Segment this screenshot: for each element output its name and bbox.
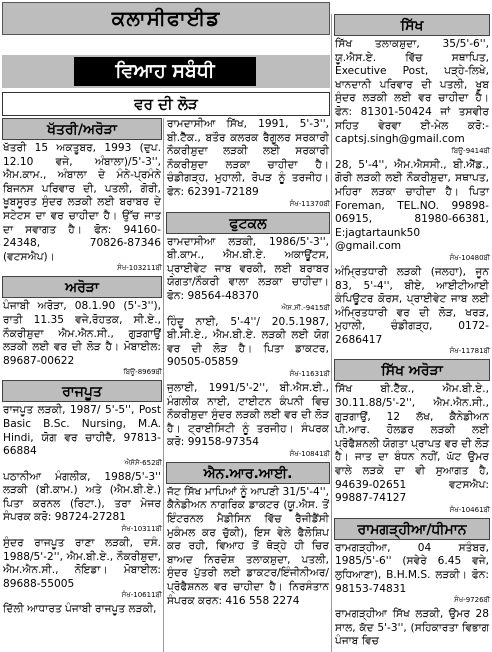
matrimonial-subtitle: ਵਿਆਹ ਸਬੰਧੀ (74, 57, 256, 86)
classified-ad: ਰਾਜਪੂਤ ਲੜਕੀ, 1987/ 5'-5'', Post Basic B.Sc. Nursing, M.A. Hindi, ਯੋਗ ਵਰ ਚਾਹੀਦੈ, 97813-66884 (3, 404, 161, 458)
ad-ref: ਸੰਖ-11370ਬੀ (289, 199, 330, 208)
classified-ad: ਹਿੰਦੂ ਨਾਈ, 5'-4''/ 20.5.1987, ਬੀ.ਸੀ.ਏ., ਐਮ.ਬੀ.ਏ. ਲੜਕੀ ਲਈ ਯੋਗ ਵਰ ਦੀ ਲੋੜ ਹੈ। ਪਿਤਾ ਡਾਕਟਰ, 90505-05859 (167, 315, 329, 369)
section-heading: ਖੱਤਰੀ/ਅਰੋੜਾ (2, 118, 162, 140)
classified-ad: ਅੰਮ੍ਰਿਤਧਾਰੀ ਲੜਕੀ (ਜਲਹਾ), ਜੂਨ 83, 5'-4'', ਬੀਏ, ਆਈਟੀਆਈ ਕੰਪਿਊਟਰ ਕੋਰਸ, ਪ੍ਰਾਈਵੇਟ ਜਾਬ ਲਈ ਅੰਮ੍ਰਿਤਧਾਰੀ ਵਰ ਦੀ ਲੋੜ, ਖਰੜ, ਮੁਹਾਲੀ, ਚੰਡੀਗੜ੍ਹ, 0172-2686417 (335, 265, 489, 346)
ad-ref: ਐਸੋਸੋ-652ਬੀ (124, 458, 162, 467)
classifieds-title: ਕਲਾਸੀਫਾਈਡ (2, 2, 330, 35)
classified-ad: ਦਿੱਲੀ ਆਧਾਰਤ ਪੰਜਾਬੀ ਰਾਜਪੂਤ ਲੜਕੀ, (3, 603, 157, 616)
classified-ad: ਜੱਟ ਸਿੱਖ ਮਾਪਿਆਂ ਨੂੰ ਆਪਣੀ 31/5'-4'', ਕੈਨੇਡੀਅਨ ਨਾਗਰਿਕ ਡਾਕਟਰ (ਯੂ.ਐਸ. ਤੋਂ ਇੰਟਰਨਲ ਮੈਡੀਸਿਨ ਵਿੱਚ ਰੈਜੀਡੈਂਸੀ ਮੁਕੰਮਲ ਕਰ ਚੁੱਕੀ), ਇਸ ਵੇਲੇ ਫੈਲੋਸ਼ਿਪ ਕਰ ਰਹੀ, ਵਿਆਹ ਤੋਂ ਥੋੜ੍ਹੇ ਹੀ ਚਿਰ ਬਾਅਦ ਨਿਰਦੋਸ਼ ਤਲਾਕਸ਼ੁਦਾ, ਪਤਲੀ, ਸੁੰਦਰ ਪੁੱਤਰੀ ਲਈ ਡਾਕਟਰ/ਇੰਜੀਨੀਅਰ/ਪ੍ਰੋਫੈਸ਼ਨਲ ਵਰ ਚਾਹੀਦਾ ਹੈ। ਨਿਰਸੰਤਾਨ ਸੰਪਰਕ ਕਰਨ: 416 558 2274 (167, 485, 329, 607)
section-heading: ਸਿੱਖ (334, 14, 490, 36)
classified-ad: 28, 5'-4'', ਐਮ.ਐਸਸੀ., ਬੀ.ਐੱਡ., ਗੋਰੀ ਲੜਕੀ ਲਈ ਨੌਕਰੀਸ਼ੁਦਾ, ਸਥਾਪਤ, ਮਹਿਰਾ ਲੜਕਾ ਚਾਹੀਦਾ ਹੈ। ਪਿਤਾ Foreman, TEL.NO. 99898-06915, 81980-66381, E:jagtartaunk50 @gmail.com (335, 158, 489, 253)
ad-ref: ਐਸ.ਸੀ.-9415ਬੀ (281, 303, 330, 312)
section-heading: ਐਨ.ਆਰ.ਆਈ. (166, 462, 330, 484)
ad-ref: ਸੰਖ-10841ਬੀ (289, 449, 330, 458)
classified-ad: ਰਾਮਦਾਸੀਆ ਸਿੱਖ, 1991, 5'-3'', ਬੀ.ਟੈੱਕ., ਬਤੌਰ ਕਲਰਕ ਰੈਗੂਲਰ ਸਰਕਾਰੀ ਨੌਕਰੀਸ਼ੁਦਾ ਲੜਕੀ ਲਈ ਸਰਕਾਰੀ ਨੌਕਰੀਸ਼ੁਦਾ ਲੜਕਾ ਚਾਹੀਦਾ ਹੈ। ਚੰਡੀਗੜ੍ਹ, ਮੁਹਾਲੀ, ਰੋਪੜ ਨੂੰ ਤਰਜੀਹ। ਫੋਨ: 62391-72189 (167, 118, 329, 198)
ad-ref: ਸੰਖ-10611ਬੀ (121, 591, 162, 600)
section-heading: ਸਿੱਖ ਅਰੋੜਾ (334, 359, 490, 381)
ad-ref: ਸੰਖ-9726ਬੀ (454, 596, 490, 605)
classified-ad: ਖੱਤਰੀ 15 ਅਕਤੂਬਰ, 1993 (ਦੁਪ. 12.10 ਵਜੇ, ਅੰਬਾਲਾ)/5'-3'', ਐਮ.ਕਾਮ., ਅੰਬਾਲਾ ਦੇ ਮੰਨੇ-ਪ੍ਰਮੰਨੇ ਬਿਜਨਸ ਪਰਿਵਾਰ ਦੀ, ਪਤਲੀ, ਗੋਰੀ, ਖੂਬਸੂਰਤ ਸੁੰਦਰ ਲੜਕੀ ਲਈ ਬਰਾਬਰ ਦੇ ਸਟੇਟਸ ਦਾ ਵਰ ਚਾਹੀਦਾ ਹੈ। ਉੱਚ ਜਾਤ ਦਾ ਸਵਾਗਤ ਹੈ। ਫੋਨ: 94160-24348, 70826-87346 (ਵਟਸਐਪ)। (3, 142, 161, 263)
ad-ref: ਸੰਖ-11781ਬੀ (449, 347, 490, 356)
ad-ref: ਸੰਖ-10480ਬੀ (449, 253, 490, 262)
classified-ad: ਰਾਮਦਾਸੀਆ ਲੜਕੀ, 1986/5'-3'', ਬੀ.ਕਾਮ., ਐਮ.ਬੀ.ਏ. ਅਕਾਊਂਟਸ, ਪ੍ਰਾਈਵੇਟ ਜਾਬ ਵਰਕੀ, ਲਈ ਬਰਾਬਰ ਯੋਗਤਾ/ਨੌਕਰੀ ਵਾਲਾ ਲੜਕਾ ਚਾਹੀਦਾ। ਫੋਨ: 98564-48370 (167, 235, 329, 302)
classified-ad: ਜੁਲਾਈ, 1991/5'-2'', ਬੀ.ਐਸ.ਈ., ਮੰਗਲੀਕ ਨਾਈ, ਟਾਈਟਨ ਕੰਪਨੀ ਵਿਚ ਨੌਕਰੀਸ਼ੁਦਾ ਸੁੰਦਰ ਲੜਕੀ ਲਈ ਵਰ ਦੀ ਲੋੜ ਹੈ। ਟ੍ਰਾਈਸਿਟੀ ਨੂੰ ਤਰਜੀਹ। ਸੰਪਰਕ ਕਰੋ: 99158-97354 (167, 381, 329, 449)
section-heading: ਫੁਟਕਲ (166, 212, 330, 234)
classified-ad: ਸਿੱਖ ਬੀ.ਟੈੱਕ., ਐਮ.ਬੀ.ਏ., 30.11.88/5'-2'', ਐਮ.ਐਨ.ਸੀ., ਗੁੜਗਾਉਂ, 12 ਲੱਖ, ਕੈਨੇਡੀਅਨ ਪੀ.ਆਰ. ਹੋਲਡਰ ਲੜਕੀ ਲਈ ਪ੍ਰੋਫੈਸ਼ਨਲੀ ਯੋਗਤਾ ਪ੍ਰਾਪਤ ਵਰ ਦੀ ਲੋੜ ਹੈ। ਜਾਤ ਦਾ ਬੰਧਨ ਨਹੀਂ, ਘੱਟ ਉਮਰ ਵਾਲੇ ਲੜਕੇ ਦਾ ਵੀ ਸੁਆਗਤ ਹੈ, 94639-02651 ਵਟਸਐਪ: 99887-74127 (335, 383, 489, 505)
ad-ref: ਸੰਖ-103211ਬੀ (117, 264, 162, 273)
classified-ad: ਰਾਮਗੜ੍ਹੀਆ ਸਿੱਖ ਲੜਕੀ, ਉਮਰ 28 ਸਾਲ, ਕੱਦ 5'-3'', (ਸਹਿਕਾਰਤਾ ਵਿਭਾਗ ਪੰਜਾਬ ਵਿਚ (335, 608, 489, 648)
classified-ad: ਪਠਾਨੀਆ ਮੰਗਲੀਕ, 1988/5'-3'' ਲੜਕੀ (ਬੀ.ਕਾਮ.) ਅਤੇ (ਐਮ.ਬੀ.ਏ.) ਪਿਤਾ ਕਰਨਲ (ਰਿਟਾ.), ਤਰਾ ਮੇਜਰ ਸੰਪਰਕ ਕਰੋ: 98724-27281 (3, 470, 161, 524)
classified-ad: ਸਿੱਖ ਤਲਾਕਸ਼ੁਦਾ, 35/5'-6'', ਯੂ.ਐਸ.ਏ. ਵਿੱਚ ਸਥਾਪਿਤ, Executive Post, ਪੜ੍ਹੇ-ਲਿਖੇ, ਖਾਨਦਾਨੀ ਪਰਿਵਾਰ ਦੀ ਪਤਲੀ, ਖੂਬ ਸੁੰਦਰ ਲੜਕੀ ਲਈ ਵਰ ਚਾਹੀਦਾ ਹੈ। ਫੋਨ: 81301-50424 ਜਾਂ ਤਸਵੀਰ ਸਹਿਤ ਵੇਰਵਾ ਈ-ਮੇਲ ਕਰੋ:- captsj.singh@gmail.com (335, 38, 489, 146)
column-divider (331, 14, 332, 652)
column-1 (2, 118, 162, 617)
column-3 (334, 14, 490, 649)
groom-wanted-heading: ਵਰ ਦੀ ਲੋੜ (2, 92, 330, 116)
ad-ref: ਬਿਊ-9414ਬੀ (451, 146, 490, 155)
classified-ad: ਰਾਮਗੜ੍ਹੀਆ, 04 ਸਤੰਬਰ, 1985/5'-6'' (ਸਵੇਰੇ 6.45 ਵਜੇ, ਲੁਧਿਆਣਾ), B.H.M.S. ਲੜਕੀ। ਫੋਨ: 98153-74831 (335, 541, 489, 595)
classified-ad: ਪੰਜਾਬੀ ਅਰੋੜਾ, 08.1.90 (5'-3''), ਰਾਤੀ 11.35 ਵਜੇ,ਰੋਹਤਕ, ਸੀ.ਏ., ਨੌਕਰੀਸ਼ੁਦਾ ਐਮ.ਐਨ.ਸੀ., ਗੁੜਗਾਉਂ ਲੜਕੀ ਲਈ ਵਰ ਦੀ ਲੋੜ ਹੈ। ਮੋਬਾਈਲ: 89687-00622 (3, 300, 161, 367)
ad-ref: ਸੰਖ-10311ਬੀ (121, 525, 162, 534)
column-divider (163, 118, 164, 652)
column-2 (166, 118, 330, 608)
classified-ad: ਸੁੰਦਰ ਰਾਜਪੂਤ ਰਾਣਾ ਲੜਕੀ, ਦਸੰ. 1988/5'-2'', ਐਮ.ਬੀ.ਏ., ਨੌਕਰੀਸ਼ੁਦਾ, ਐਮ.ਐਨ.ਸੀ., ਨੋਇਡਾ। ਮੋਬਾਈਲ: 89688-55005 (3, 537, 161, 590)
ad-ref: ਬਿਊ-8969ਬੀ (123, 368, 162, 377)
section-heading: ਅਰੋੜਾ (2, 276, 162, 298)
ad-ref: ਸੰਖ-11631ਬੀ (289, 369, 330, 378)
section-heading: ਰਾਮਗੜ੍ਹੀਆ/ਧੀਮਾਨ (334, 518, 490, 540)
ad-ref: ਸੰਖ-10461ਬੀ (449, 505, 490, 514)
section-heading: ਰਾਜਪੂਤ (2, 380, 162, 402)
